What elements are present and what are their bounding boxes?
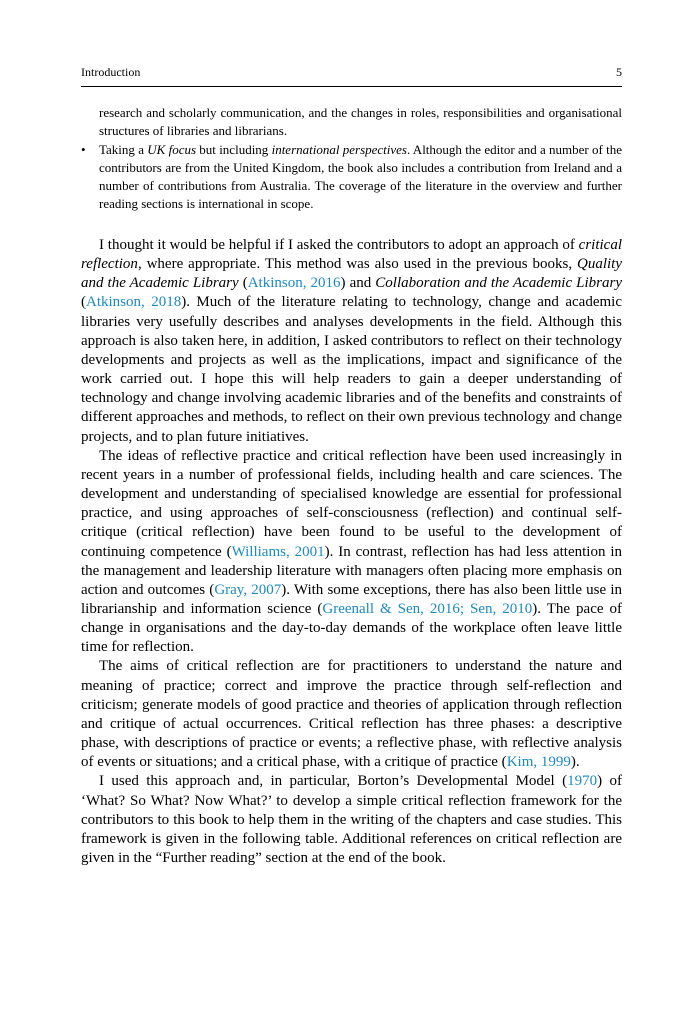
text: The ideas of reflective practice and critical reflection have been used increasingly in recent years in a number of professional fields, including health and care sciences. The development and understanding of specialised knowledge are essential for professional practice, and using approaches of self-consciousness (reflection) and continual self-critique (critical reflection) have been found to be useful to the development of continuing competence (: [81, 447, 622, 560]
text: (: [238, 275, 248, 292]
paragraph: [81, 772, 622, 868]
text: ).: [570, 754, 580, 771]
text: (: [81, 294, 86, 311]
text: , where appropriate. This method was also used in the previous books,: [137, 256, 577, 273]
paragraph: [81, 447, 622, 658]
text: ). In contrast, reflection has had less attention in the management and leadership literature with managers often placing more emphasis on action and outcomes (: [81, 543, 623, 598]
text: ) and: [340, 275, 376, 292]
bullet-icon: •: [81, 141, 86, 157]
bullet-text: but including: [196, 141, 272, 157]
text: ). Much of the literature relating to technology, change and academic libraries very usefully describes and analyses developments in the field. Although this approach is also taken here, in addition, I asked contributors to reflect on their technology developments and projects as well as the implications, impact and significance of the work carried out. I hope this will help readers to gain a deeper understanding of technology and change involving academic libraries and of the benefits and constraints of different approaches and methods, to reflect on their own previous technology and change projects, and to plan future initiatives.: [81, 294, 622, 445]
text: I thought it would be helpful if I asked the contributors to adopt an approach of: [99, 237, 579, 253]
bullet-continuation: research and scholarly communication, and the changes in roles, responsibilities and organisational structures of libraries and librarians.: [99, 105, 622, 139]
bullet-emphasis: UK focus: [147, 141, 197, 157]
citation-link[interactable]: Greenall & Sen, 2016; Sen, 2010: [322, 600, 533, 617]
running-header: [81, 64, 622, 87]
text: I used this approach and, in particular, Borton’s Developmental Model (: [99, 773, 568, 790]
chapter-title: Introduction: [81, 65, 141, 79]
book-title: Quality and the Academic Library: [81, 256, 622, 292]
emphasis: critical reflection: [81, 237, 622, 273]
bullet-item: [81, 141, 622, 214]
citation-link[interactable]: Atkinson, 2018: [86, 294, 182, 311]
bullet-text: . Although the editor and a number of the contributors are from the United Kingdom, the book also includes a contribution from Ireland and a number of contributions from Australia. The coverage of the literature in the overview and further reading sections is international in scope.: [99, 141, 623, 212]
citation-link[interactable]: 1970: [567, 773, 598, 790]
text: ). The pace of change in organisations and the day-to-day demands of the workplace often leave little time for reflection.: [81, 600, 623, 656]
bullet-emphasis: international perspectives: [271, 141, 407, 157]
page-number: 5: [616, 65, 622, 79]
text: ). With some exceptions, there has also been little use in librarianship and information science (: [81, 581, 622, 617]
paragraph: [81, 657, 622, 772]
citation-link[interactable]: Atkinson, 2016: [247, 275, 341, 292]
bullet-list: [81, 104, 622, 214]
text: ) of ‘What? So What? Now What?’ to develop a simple critical reflection framework for the contributors to this book to help them in the writing of the chapters and case studies. This framework is given in the following table. Additional references on critical reflection are given in the “Further reading” section at the end of the book.: [81, 773, 622, 866]
book-title: Collaboration and the Academic Library: [375, 275, 623, 292]
citation-link[interactable]: Gray, 2007: [214, 581, 282, 598]
citation-link[interactable]: Williams, 2001: [231, 543, 325, 560]
bullet-text: Taking a: [99, 141, 148, 157]
paragraph: [81, 236, 622, 447]
citation-link[interactable]: Kim, 1999: [506, 754, 571, 771]
text: The aims of critical reflection are for practitioners to understand the nature and meaning of practice; correct and improve the practice through self-reflection and criticism; generate models of good practice and theories of application through reflection and critique of actual occurrences. Critical reflection has three phases: a descriptive phase, with descriptions of practice or events; a reflective phase, with reflective analysis of events or situations; and a critical phase, with a critique of practice (: [81, 658, 622, 771]
body-text: [81, 236, 622, 868]
